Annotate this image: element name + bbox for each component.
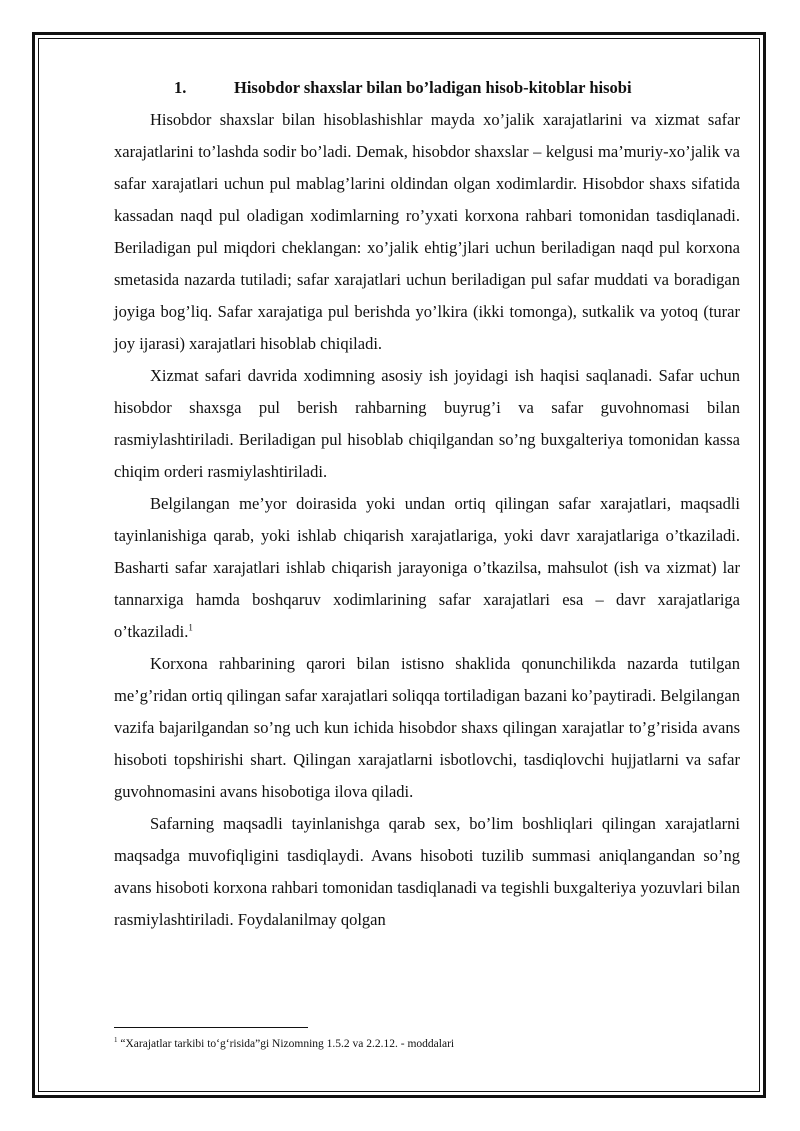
footnote-divider [114,1027,308,1028]
section-number: 1. [174,78,187,97]
paragraph-2: Xizmat safari davrida xodimning asosiy ish joyidagi ish haqisi saqlanadi. Safar uchun hisobdor shaxsga pul berish rahbarning buyrug’i va safar guvohnomasi bilan rasmiylashtiriladi. Beriladigan pul hisoblab chiqilgandan so’ng buxgalteriya tomonidan kassa chiqim orderi rasmiylashtiriladi. [114,366,740,481]
paragraph-1: Hisobdor shaxslar bilan hisoblashishlar mayda xo’jalik xarajatlarini va xizmat safar xarajatlarini to’lashda sodir bo’ladi. Demak, hisobdor shaxslar – kelgusi ma’muriy-xo’jalik va safar xarajatlari uchun pul mablag’larini oldindan olgan xodimlardir. Hisobdor shaxs sifatida kassadan naqd pul oladigan xodimlarning ro’yxati korxona rahbari tomonidan tasdiqlanadi. Beriladigan pul miqdori cheklangan: xo’jalik ehtig’jlari uchun beriladigan naqd pul korxona smetasida nazarda tutiladi; safar xarajatlari uchun beriladigan pul safar muddati va boradigan joyiga bog’liq. Safar xarajatiga pul berishda yo’lkira (ikki tomonga), sutkalik va yotoq (turar joy ijarasi) xarajatlari hisoblab chiqiladi. [114,110,740,353]
footnote [114,1036,454,1052]
footnote-reference: 1 [188,622,193,633]
paragraph-3 [114,488,740,648]
document-body [114,72,740,936]
section-title: Hisobdor shaxslar bilan bo’ladigan hisob-kitoblar hisobi [234,78,632,97]
section-heading [114,72,740,104]
paragraph-5: Safarning maqsadli tayinlanishga qarab sex, bo’lim boshliqlari qilingan xarajatlarni maqsadga muvofiqligini tasdiqlaydi. Avans hisoboti tuzilib summasi aniqlangandan so’ng avans hisoboti korxona rahbari tomonidan tasdiqlanadi va tegishli buxgalteriya yozuvlari bilan rasmiylashtiriladi. Foydalanilmay qolgan [114,814,740,929]
paragraph-4: Korxona rahbarining qarori bilan istisno shaklida qonunchilikda nazarda tutilgan me’g’ridan ortiq qilingan safar xarajatlari soliqqa tortiladigan bazani ko’paytiradi. Belgilangan vazifa bajarilgandan so’ng uch kun ichida hisobdor shaxs qilingan xarajatlar to’g’risida avans hisoboti topshirishi shart. Qilingan xarajatlarni isbotlovchi, tasdiqlovchi hujjatlarni va safar guvohnomasini avans hisobotiga ilova qiladi. [114,654,740,801]
paragraph-3-text: Belgilangan me’yor doirasida yoki undan ortiq qilingan safar xarajatlari, maqsadli tayinlanishiga qarab, yoki ishlab chiqarish xarajatlariga, yoki davr xarajatlariga o’tkaziladi. Basharti safar xarajatlari ishlab chiqarish jarayoniga o’tkazilsa, mahsulot (ish va xizmat) lar tannarxiga hamda boshqaruv xodimlarining safar xarajatlari esa – davr xarajatlariga o’tkaziladi. [114,494,740,641]
footnote-mark: 1 [114,1036,118,1045]
footnote-text: “Xarajatlar tarkibi to‘g‘risida”gi Nizomning 1.5.2 va 2.2.12. - moddalari [117,1038,455,1050]
